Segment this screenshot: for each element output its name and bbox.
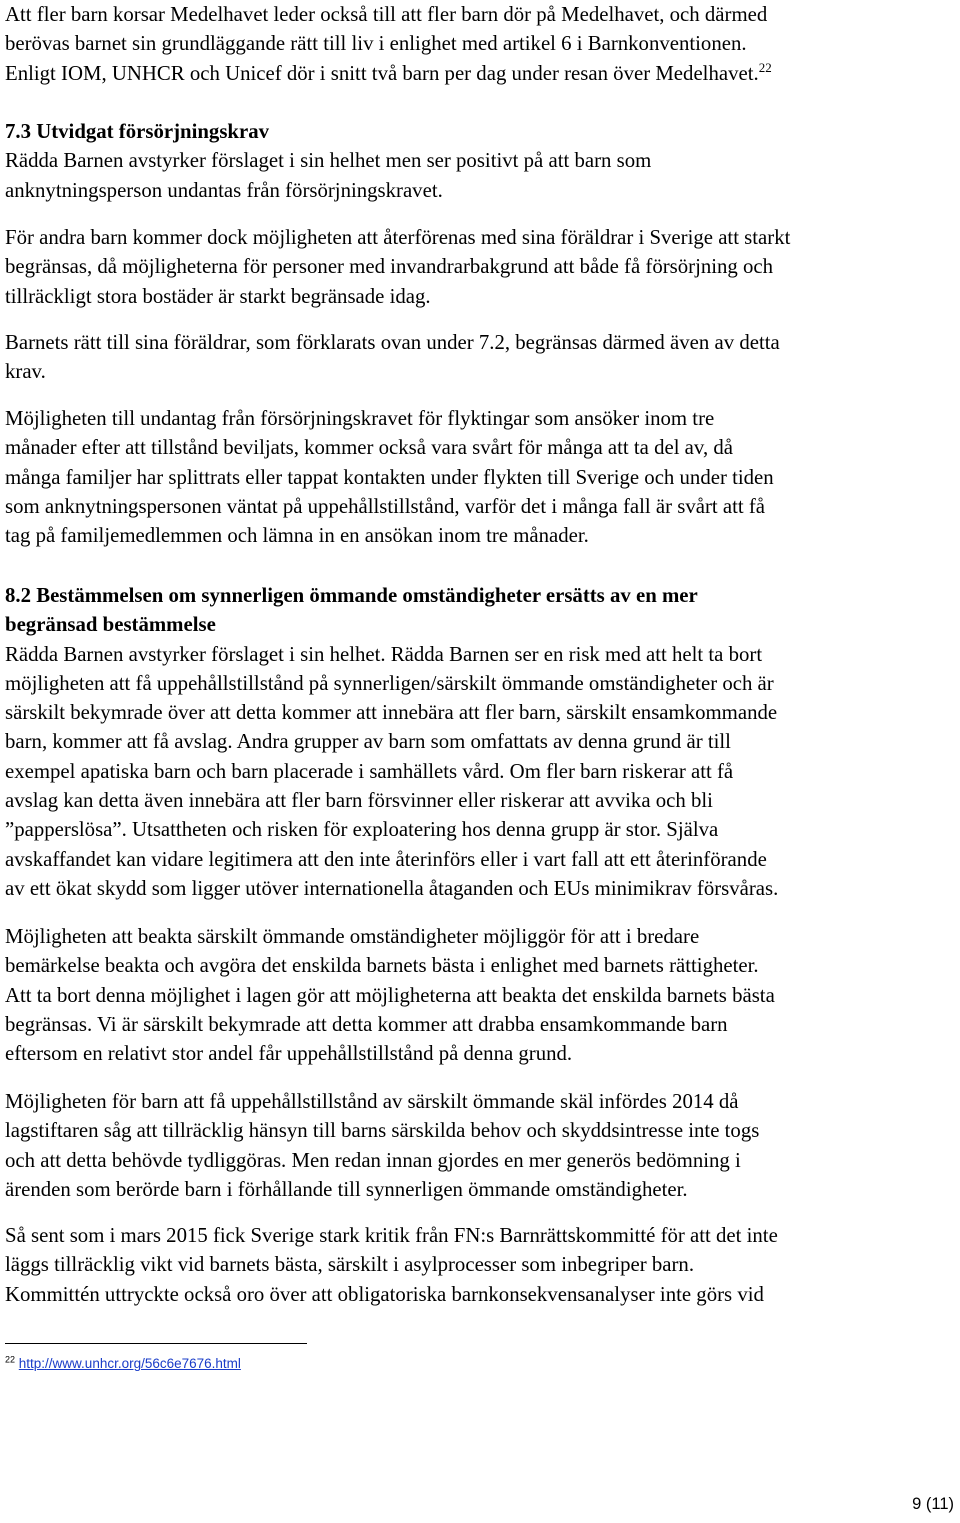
text-line: som anknytningspersonen väntat på uppehållstillstånd, varför det i många fall är svårt att få: [5, 494, 766, 518]
text-line: möjligheten att få uppehållstillstånd på synnerligen/särskilt ömmande omständigheter och är: [5, 671, 774, 695]
text-line: avskaffandet kan vidare legitimera att den inte återinförs eller i vart fall att ett återinförande: [5, 847, 767, 871]
paragraph-beakta: [5, 922, 955, 1068]
text-line: tillräckligt stora bostäder är starkt begränsade idag.: [5, 284, 431, 308]
text-line: Kommittén uttryckte också oro över att obligatoriska barnkonsekvensanalyser inte görs vid: [5, 1282, 764, 1306]
text-line: läggs tillräcklig vikt vid barnets bästa, särskilt i asylprocesser som inbegriper barn.: [5, 1253, 695, 1277]
footnote-reference[interactable]: 22: [758, 59, 772, 75]
text-line: ärenden som berörde barn i förhållande till synnerligen ömmande omständigheter.: [5, 1177, 688, 1201]
text-line: begränsas. Vi är särskilt bekymrade att detta kommer att drabba ensamkommande barn: [5, 1012, 728, 1036]
text-line: av ett ökat skydd som ligger utöver internationella åtaganden och EUs minimikrav försvåras.: [5, 876, 779, 900]
text-line: För andra barn kommer dock möjligheten att återförenas med sina föräldrar i Sverige att starkt: [5, 226, 791, 249]
text-line: månader efter att tillstånd beviljats, kommer också vara svårt för många att ta del av, då: [5, 436, 733, 460]
text-line: barn, kommer att få avslag. Andra grupper av barn som omfattats av denna grund är till: [5, 730, 731, 754]
footnote-number: 22: [5, 1354, 16, 1365]
section-heading: 8.2 Bestämmelsen om synnerligen ömmande omständigheter ersätts av en mer: [5, 584, 698, 607]
text-line: Rädda Barnen avstyrker förslaget i sin helhet. Rädda Barnen ser en risk med att helt ta bort: [5, 642, 763, 666]
text-line: Att ta bort denna möjlighet i lagen gör att möjligheterna att beakta det enskilda barnets bästa: [5, 983, 775, 1007]
intro-paragraph: [5, 0, 955, 88]
text-line: Att fler barn korsar Medelhavet leder också till att fler barn dör på Medelhavet, och därmed: [5, 3, 768, 26]
section-heading: 7.3 Utvidgat försörjningskrav: [5, 120, 270, 143]
text-line-content: Enligt IOM, UNHCR och Unicef dör i snitt två barn per dag under resan över Medelhavet.: [5, 61, 759, 85]
section-heading: begränsad bestämmelse: [5, 613, 216, 637]
text-line: särskilt bekymrade över att detta kommer att innebära att fler barn, särskilt ensamkommande: [5, 701, 778, 725]
text-line: många familjer har splittrats eller tappat kontakten under flykten till Sverige och under tiden: [5, 465, 774, 489]
paragraph-2015: [5, 1221, 955, 1309]
text-line: eftersom en relativt stor andel får uppehållstillstånd på denna grund.: [5, 1042, 573, 1066]
footnote-link[interactable]: http://www.unhcr.org/56c6e7676.html: [18, 1356, 241, 1371]
text-line: anknytningsperson undantas från försörjningskravet.: [5, 178, 443, 202]
text-line: Möjligheten att beakta särskilt ömmande omständigheter möjliggör för att i bredare: [5, 925, 700, 948]
text-line: exempel apatiska barn och barn placerade i samhällets vård. Om fler barn riskerar att få: [5, 759, 734, 783]
text-line: berövas barnet sin grundläggande rätt till liv i enlighet med artikel 6 i Barnkonventionen.: [5, 32, 747, 56]
text-line: ”papperslösa”. Utsattheten och risken för exploatering hos denna grupp är stor. Själva: [5, 818, 719, 842]
footnote-divider: [5, 1343, 307, 1344]
text-line: Rädda Barnen avstyrker förslaget i sin helhet men ser positivt på att barn som: [5, 149, 652, 173]
text-line: [5, 59, 955, 88]
text-line: tag på familjemedlemmen och lämna in en ansökan inom tre månader.: [5, 524, 589, 548]
paragraph-andra-barn: [5, 223, 955, 311]
text-line: bemärkelse beakta och avgöra det enskilda barnets bästa i enlighet med barnets rättigheter.: [5, 954, 759, 978]
text-line: lagstiftaren såg att tillräcklig hänsyn till barns särskilda behov och skyddsintresse inte togs: [5, 1119, 760, 1143]
text-line: Barnets rätt till sina föräldrar, som förklarats ovan under 7.2, begränsas därmed även av detta: [5, 331, 780, 354]
text-line: Så sent som i mars 2015 fick Sverige stark kritik från FN:s Barnrättskommitté för att det inte: [5, 1224, 778, 1247]
page-number: 9 (11): [912, 1495, 954, 1513]
text-line: krav.: [5, 360, 46, 384]
paragraph-barnets-ratt: [5, 328, 955, 387]
paragraph-2014: [5, 1087, 955, 1204]
text-line: avslag kan detta även innebära att fler barn försvinner eller riskerar att avvika och bli: [5, 789, 713, 813]
paragraph-mojligheten-undantag: [5, 404, 955, 550]
section-8-2: [5, 581, 955, 903]
footnote: [5, 1356, 241, 1372]
text-line: och att detta behövde tydliggöras. Men redan innan gjordes en mer generös bedömning i: [5, 1148, 741, 1172]
section-7-3: [5, 117, 955, 205]
text-line: begränsas, då möjligheterna för personer med invandrarbakgrund att både få försörjning och: [5, 255, 774, 279]
text-line: Möjligheten till undantag från försörjningskravet för flyktingar som ansöker inom tre: [5, 407, 715, 430]
text-line: Möjligheten för barn att få uppehållstillstånd av särskilt ömmande skäl infördes 2014 då: [5, 1090, 739, 1113]
